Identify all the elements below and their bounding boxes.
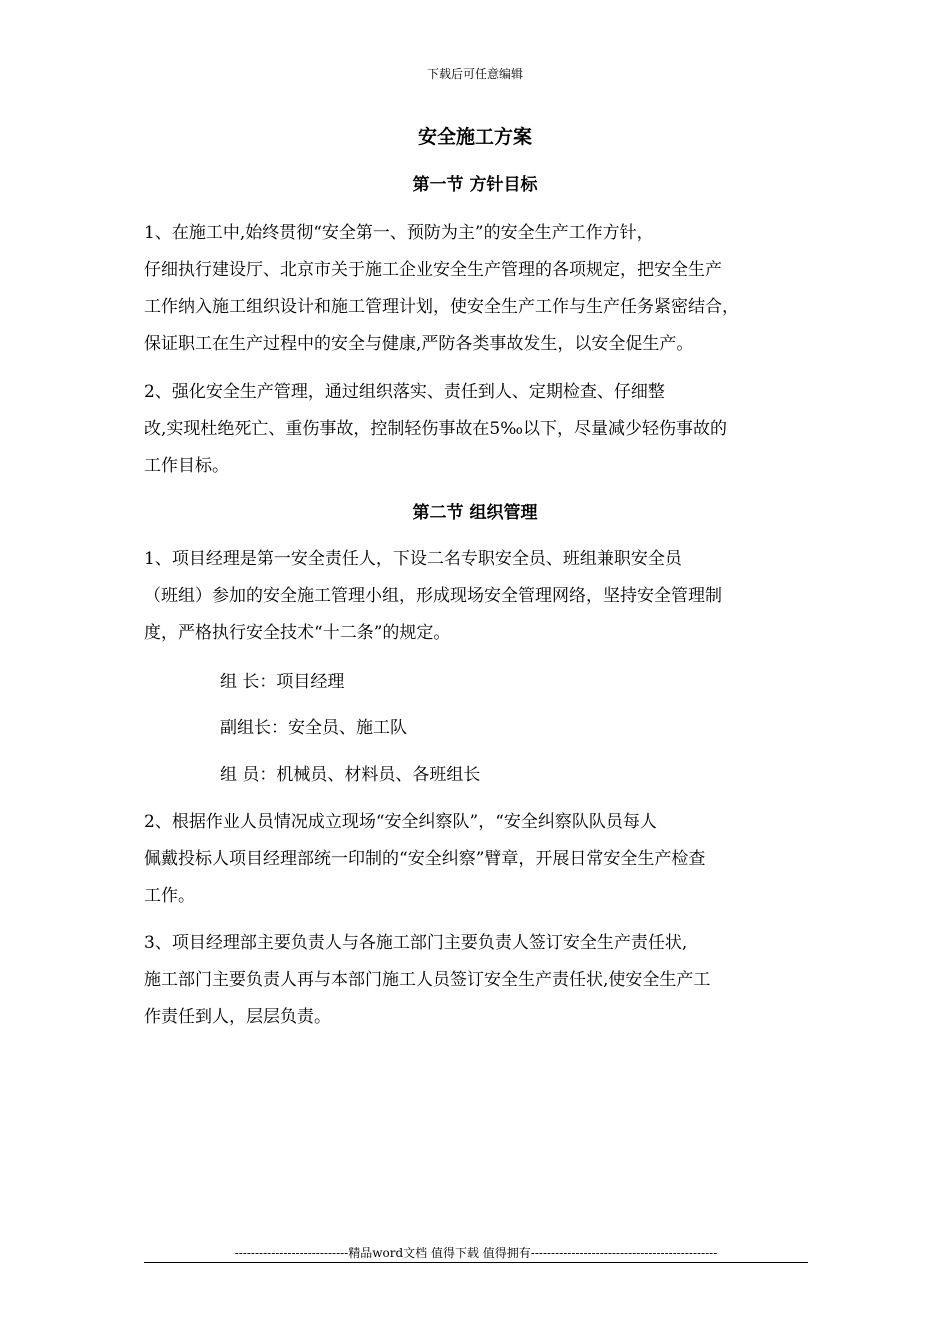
role-deputy-leader: 副组长：安全员、施工队 xyxy=(220,718,407,738)
role-members: 组 员：机械员、材料员、各班组长 xyxy=(220,765,481,785)
paragraph-line: 佩戴投标人项目经理部统一印制的“安全纠察”臂章，开展日常安全生产检查 xyxy=(144,849,706,869)
paragraph-2-1 xyxy=(144,541,808,652)
paragraph-line: 度，严格执行安全技术“十二条”的规定。 xyxy=(144,623,451,643)
paragraph-line: 工作。 xyxy=(144,886,195,906)
document-title: 安全施工方案 xyxy=(417,126,532,148)
role-leader: 组 长：项目经理 xyxy=(220,672,345,692)
paragraph-2-2 xyxy=(144,804,808,915)
paragraph-line: 保证职工在生产过程中的安全与健康,严防各类事故发生，以安全促生产。 xyxy=(144,334,694,354)
paragraph-line: 作责任到人，层层负责。 xyxy=(144,1007,331,1027)
paragraph-line: 工作目标。 xyxy=(144,456,229,476)
paragraph-1-2 xyxy=(144,374,808,485)
paragraph-line: 1、在施工中,始终贯彻“安全第一、预防为主”的安全生产工作方针， xyxy=(144,223,654,243)
footer-divider xyxy=(144,1262,808,1263)
footer-text: ----------------------------精品word文档 值得下载 值得拥有---------------------------------------------- xyxy=(234,1246,718,1260)
paragraph-2-3 xyxy=(144,925,808,1036)
header-note: 下载后可任意编辑 xyxy=(426,67,523,81)
paragraph-line: 1、项目经理是第一安全责任人，下设二名专职安全员、班组兼职安全员 xyxy=(144,549,682,569)
paragraph-line: 3、项目经理部主要负责人与各施工部门主要负责人签订安全生产责任状, xyxy=(144,933,688,953)
paragraph-line: 仔细执行建设厅、北京市关于施工企业安全生产管理的各项规定，把安全生产 xyxy=(144,260,722,280)
paragraph-line: 工作纳入施工组织设计和施工管理计划，使安全生产工作与生产任务紧密结合， xyxy=(144,297,739,317)
paragraph-line: 改,实现杜绝死亡、重伤事故，控制轻伤事故在5‰以下，尽量减少轻伤事故的 xyxy=(144,419,728,439)
paragraph-line: 2、根据作业人员情况成立现场“安全纠察队”，“安全纠察队队员每人 xyxy=(144,812,657,832)
paragraph-line: 2、强化安全生产管理，通过组织落实、责任到人、定期检查、仔细整 xyxy=(144,382,665,402)
paragraph-line: 施工部门主要负责人再与本部门施工人员签订安全生产责任状,使安全生产工 xyxy=(144,970,711,990)
paragraph-1-1 xyxy=(144,215,808,363)
section-heading-2: 第二节 组织管理 xyxy=(412,503,538,523)
paragraph-line: （班组）参加的安全施工管理小组，形成现场安全管理网络，坚持安全管理制 xyxy=(144,586,722,606)
section-heading-1: 第一节 方针目标 xyxy=(412,175,538,195)
